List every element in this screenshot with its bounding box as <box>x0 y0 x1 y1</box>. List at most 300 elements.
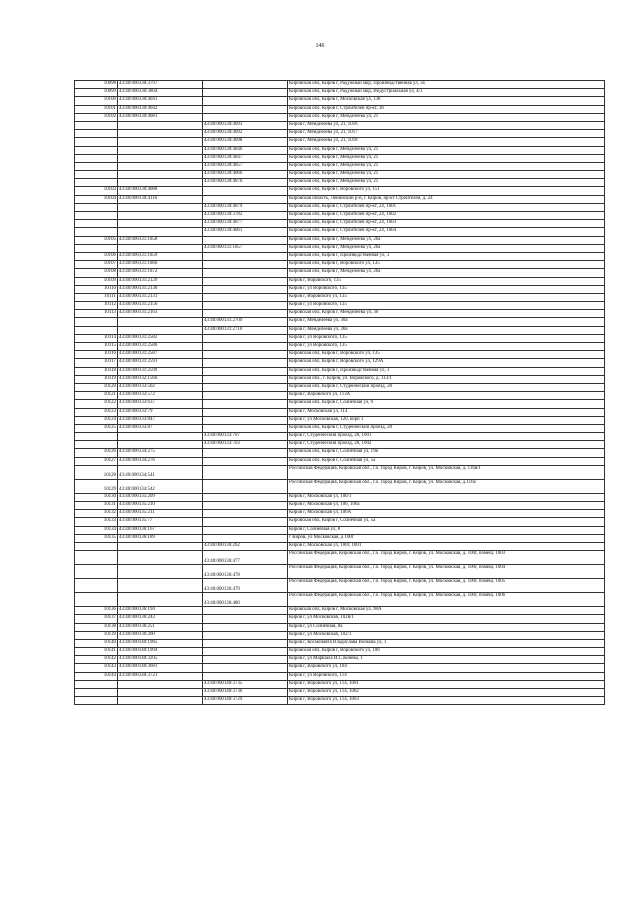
address-cell: Киров г, Воровского, 135 <box>288 277 605 285</box>
address-cell: Кировская обл, Киров г, Строителей пр-кт, 24, 1001 <box>288 203 605 211</box>
cadastral-number-cell <box>118 318 203 326</box>
row-number-cell: 10143 <box>75 664 118 672</box>
row-number-cell: 10136 <box>75 607 118 615</box>
object-number-cell <box>203 534 288 542</box>
table-row <box>75 89 605 97</box>
table-row <box>75 697 605 705</box>
address-cell: Кировская обл, Киров г, Воровского ул, 129А <box>288 359 605 367</box>
cadastral-number-cell <box>118 179 203 187</box>
cadastral-number-cell: 43:40:000134:276 <box>118 457 203 465</box>
table-row <box>75 502 605 510</box>
cadastral-number-cell <box>118 162 203 170</box>
cadastral-number-cell <box>118 171 203 179</box>
object-number-cell <box>203 236 288 244</box>
table-row <box>75 351 605 359</box>
object-number-cell: 43:40:000131:2710 <box>203 326 288 334</box>
table-row <box>75 171 605 179</box>
object-number-cell: 43:40:000140:3729 <box>203 697 288 705</box>
table-row <box>75 465 605 479</box>
cadastral-number-cell: 43:40:000140:3721 <box>118 672 203 680</box>
row-number-cell <box>75 697 118 705</box>
object-number-cell <box>203 285 288 293</box>
object-number-cell <box>203 449 288 457</box>
row-number-cell <box>75 441 118 449</box>
table-row <box>75 228 605 236</box>
cadastral-number-cell: 43:40:000133:637 <box>118 400 203 408</box>
cadastral-number-cell: 43:40:000135:77 <box>118 518 203 526</box>
table-row <box>75 593 605 607</box>
table-row <box>75 672 605 680</box>
object-number-cell <box>203 310 288 318</box>
cadastral-number-cell: 43:40:000132:1566 <box>118 375 203 383</box>
address-cell: Кировская обл, Киров г, Московская ул, 138 <box>288 97 605 105</box>
table-row <box>75 648 605 656</box>
address-cell: Кировская обл, Киров г, Менделеева ул, 21 <box>288 179 605 187</box>
object-number-cell <box>203 424 288 432</box>
object-number-cell: 43:40:000140:3735 <box>203 680 288 688</box>
object-number-cell <box>203 656 288 664</box>
table-row <box>75 518 605 526</box>
object-number-cell: 43:40:000136:479 <box>203 579 288 593</box>
address-cell: Кировская обл, Киров г, Воровского ул, 135 <box>288 261 605 269</box>
address-cell: Кировская обл, Киров г, Воровского ул, 135 <box>288 351 605 359</box>
row-number-cell <box>75 179 118 187</box>
object-number-cell <box>203 615 288 623</box>
object-number-cell <box>203 392 288 400</box>
table-row <box>75 105 605 113</box>
row-number-cell: 10115 <box>75 343 118 351</box>
cadastral-number-cell <box>118 441 203 449</box>
table-row <box>75 81 605 89</box>
row-number-cell: 10101 <box>75 105 118 113</box>
object-number-cell <box>203 97 288 105</box>
address-cell: Российская Федерация, Кировская обл., г.о. город Киров, г. Киров, ул. Московская, д. 100г, помещ. 1006 <box>288 593 605 607</box>
address-cell: Российская Федерация, Кировская обл., г.о. город Киров, г. Киров, ул. Московская, д. 100г, помещ. 1003 <box>288 551 605 565</box>
table-row <box>75 334 605 342</box>
object-number-cell: 43:40:000130:4061 <box>203 228 288 236</box>
object-number-cell <box>203 526 288 534</box>
row-number-cell: 10123 <box>75 408 118 416</box>
table-row <box>75 252 605 260</box>
address-cell: Киров г, Менделеева ул, 30а <box>288 326 605 334</box>
cadastral-number-cell: 43:40:000135:209 <box>118 493 203 501</box>
table-row <box>75 534 605 542</box>
object-number-cell <box>203 269 288 277</box>
object-number-cell: 43:40:000130:4079 <box>203 203 288 211</box>
cadastral-number-cell: 43:40:000130:4041 <box>118 97 203 105</box>
address-cell: Киров г, Воровского ул, 113А <box>288 392 605 400</box>
object-number-cell: 43:40:000130:4047 <box>203 154 288 162</box>
cadastral-number-cell: 43:40:000131:1859 <box>118 252 203 260</box>
table-row <box>75 244 605 252</box>
row-number-cell: 10105 <box>75 236 118 244</box>
table-row <box>75 293 605 301</box>
table-row <box>75 383 605 391</box>
object-number-cell: 43:40:000133:707 <box>203 433 288 441</box>
address-cell: Киров г, Московская ул, 100г, 1001 <box>288 542 605 550</box>
object-number-cell <box>203 400 288 408</box>
cadastral-number-cell: 43:40:000131:1872 <box>118 269 203 277</box>
address-cell: Кировская обл, Киров г, Менделеева ул, 21 <box>288 171 605 179</box>
row-number-cell <box>75 244 118 252</box>
object-number-cell: 43:40:000136:478 <box>203 565 288 579</box>
object-number-cell: 43:40:000133:703 <box>203 441 288 449</box>
address-cell: Киров г, ул Воровского, 135 <box>288 334 605 342</box>
object-number-cell <box>203 493 288 501</box>
page-number: 146 <box>315 43 325 49</box>
table-row <box>75 631 605 639</box>
row-number-cell: 10113 <box>75 310 118 318</box>
row-number-cell: 10144 <box>75 672 118 680</box>
address-cell: Киров г, ул Воровского, 135 <box>288 343 605 351</box>
table-row <box>75 689 605 697</box>
object-number-cell <box>203 664 288 672</box>
object-number-cell <box>203 351 288 359</box>
address-cell: Киров г, ул Маршала И.С.Конева, 1 <box>288 656 605 664</box>
cadastral-number-cell: 43:40:000130:3797 <box>118 81 203 89</box>
row-number-cell: 10131 <box>75 502 118 510</box>
address-cell: Киров г, ул Воровского, 135 <box>288 285 605 293</box>
object-number-cell: 43:40:000130:3782 <box>203 212 288 220</box>
object-number-cell <box>203 89 288 97</box>
table-row <box>75 146 605 154</box>
table-row <box>75 236 605 244</box>
object-number-cell <box>203 195 288 203</box>
object-number-cell <box>203 383 288 391</box>
row-number-cell: 10112 <box>75 302 118 310</box>
row-number-cell: 10137 <box>75 615 118 623</box>
row-number-cell: 10111 <box>75 293 118 301</box>
cadastral-number-cell: 43:40:000140:3205 <box>118 656 203 664</box>
object-number-cell: 43:40:000130:4098 <box>203 138 288 146</box>
cadastral-number-cell: 43:40:000131:2163 <box>118 310 203 318</box>
object-number-cell <box>203 293 288 301</box>
table-row <box>75 457 605 465</box>
row-number-cell <box>75 146 118 154</box>
object-number-cell <box>203 607 288 615</box>
cadastral-number-cell: 43:40:000131:2582 <box>118 334 203 342</box>
row-number-cell: 10098 <box>75 81 118 89</box>
address-cell: Киров г, Студенческий проезд, 28, 1002 <box>288 441 605 449</box>
object-number-cell <box>203 518 288 526</box>
row-number-cell: 10104 <box>75 195 118 203</box>
address-cell: Киров г, ул Воровского, 114 <box>288 672 605 680</box>
address-cell: Кировская обл., г. Киров, ул. Воровского, д. 113/1 <box>288 375 605 383</box>
table-row <box>75 565 605 579</box>
table-row <box>75 526 605 534</box>
cadastral-number-cell: 43:40:000133:87 <box>118 424 203 432</box>
table-row <box>75 656 605 664</box>
table-row <box>75 479 605 493</box>
address-cell: Киров г, Менделеева ул, 21, 1016 <box>288 121 605 129</box>
row-number-cell: 10121 <box>75 392 118 400</box>
cadastral-number-cell: 43:40:000140:1994 <box>118 648 203 656</box>
cadastral-number-cell: 43:40:000131:2586 <box>118 343 203 351</box>
object-number-cell <box>203 334 288 342</box>
address-cell: Киров г, ул Солнечная, 8а <box>288 623 605 631</box>
row-number-cell: 10118 <box>75 367 118 375</box>
address-cell: Киров г, ул Московская, 102в/1 <box>288 615 605 623</box>
cadastral-number-cell: 43:40:000133:79 <box>118 408 203 416</box>
address-cell: Российская Федерация, Кировская обл., г.о. город Киров, г. Киров, ул. Московская, д. 116в/1 <box>288 465 605 479</box>
object-number-cell <box>203 510 288 518</box>
row-number-cell: 10099 <box>75 89 118 97</box>
cadastral-number-cell: 43:40:000131:2156 <box>118 302 203 310</box>
address-cell: Кировская обл, Киров г, Менделеева ул, 26а <box>288 244 605 252</box>
address-cell: Киров г, Менделеева ул, 21, 1018 <box>288 138 605 146</box>
address-cell: Кировская обл, Киров г, Производственная ул, 3 <box>288 252 605 260</box>
address-cell: Киров г, Менделеева ул, 30а <box>288 318 605 326</box>
cadastral-number-cell: 43:40:000136:194 <box>118 607 203 615</box>
table-row <box>75 424 605 432</box>
object-number-cell <box>203 457 288 465</box>
cadastral-number-cell <box>118 212 203 220</box>
address-cell: Кировская обл, Киров г, Солнечная ул, 5а <box>288 457 605 465</box>
row-number-cell <box>75 318 118 326</box>
cadastral-number-cell: 43:40:000140:1985 <box>118 639 203 647</box>
table-row <box>75 359 605 367</box>
table-row <box>75 392 605 400</box>
object-number-cell <box>203 672 288 680</box>
object-number-cell <box>203 359 288 367</box>
address-cell: Кировская обл, Киров г, Менделеева ул, 21 <box>288 162 605 170</box>
cadastral-number-cell: 43:40:000131:2130 <box>118 285 203 293</box>
cadastral-number-cell: 43:40:000136:260 <box>118 631 203 639</box>
object-number-cell: 43:40:000136:477 <box>203 551 288 565</box>
row-number-cell <box>75 565 118 579</box>
object-number-cell: 43:40:000136:480 <box>203 593 288 607</box>
object-number-cell: 43:40:000130:4066 <box>203 171 288 179</box>
table-row <box>75 639 605 647</box>
table-row <box>75 449 605 457</box>
table-row <box>75 542 605 550</box>
address-cell: Российская Федерация, Кировская обл., г.о. город Киров, г. Киров, ул. Московская, д. 100г, помещ. 1005 <box>288 579 605 593</box>
table-row <box>75 375 605 383</box>
table-row <box>75 623 605 631</box>
address-cell: Кировская обл, Киров г, Солнечная ул, 19в <box>288 449 605 457</box>
object-number-cell: 43:40:000140:3736 <box>203 689 288 697</box>
table-row <box>75 195 605 203</box>
row-number-cell <box>75 579 118 593</box>
address-cell: Кировская обл, Киров г, Строителей пр-кт, 24, 1003 <box>288 220 605 228</box>
cadastral-number-cell: 43:40:000130:4042 <box>118 105 203 113</box>
row-number-cell <box>75 212 118 220</box>
row-number-cell: 10140 <box>75 639 118 647</box>
address-cell: Кировская обл, Киров г, Строителей пр-кт, 24, 1002 <box>288 212 605 220</box>
table-row <box>75 285 605 293</box>
table-row <box>75 121 605 129</box>
row-number-cell: 10125 <box>75 424 118 432</box>
register-table <box>74 80 605 705</box>
address-cell: Киров г, Воровского ул, 114, 1001 <box>288 680 605 688</box>
address-cell: Кировская обл, Киров г, Студенческий проезд, 28 <box>288 424 605 432</box>
row-number-cell <box>75 680 118 688</box>
object-number-cell <box>203 113 288 121</box>
row-number-cell: 10102 <box>75 113 118 121</box>
object-number-cell <box>203 416 288 424</box>
address-cell: Киров г, ул Московская, 120, корп 1 <box>288 416 605 424</box>
cadastral-number-cell <box>118 689 203 697</box>
row-number-cell <box>75 593 118 607</box>
cadastral-number-cell: 43:40:000131:2599 <box>118 367 203 375</box>
row-number-cell <box>75 433 118 441</box>
object-number-cell: 43:40:000130:4077 <box>203 220 288 228</box>
object-number-cell <box>203 408 288 416</box>
cadastral-number-cell <box>118 565 203 579</box>
cadastral-number-cell: 43:40:000130:4088 <box>118 187 203 195</box>
cadastral-number-cell: 43:40:000131:2129 <box>118 277 203 285</box>
row-number-cell: 10134 <box>75 526 118 534</box>
cadastral-number-cell: 43:40:000135:211 <box>118 510 203 518</box>
table-row <box>75 400 605 408</box>
cadastral-number-cell <box>118 680 203 688</box>
row-number-cell: 10114 <box>75 334 118 342</box>
table-row <box>75 179 605 187</box>
cadastral-number-cell: 43:40:000133:847 <box>118 416 203 424</box>
object-number-cell: 43:40:000130:4093 <box>203 121 288 129</box>
row-number-cell: 10117 <box>75 359 118 367</box>
object-number-cell: 43:40:000130:4057 <box>203 162 288 170</box>
row-number-cell <box>75 326 118 334</box>
table-row <box>75 408 605 416</box>
table-row <box>75 318 605 326</box>
row-number-cell: 10100 <box>75 97 118 105</box>
address-cell: Кировская обл, Киров г, Строителей пр-кт, 36 <box>288 105 605 113</box>
cadastral-number-cell <box>118 121 203 129</box>
address-cell: Киров г, Московская ул, 106/1 <box>288 493 605 501</box>
row-number-cell: 10128 <box>75 465 118 479</box>
address-cell: Киров г, Менделеева ул, 21, 1017 <box>288 130 605 138</box>
address-cell: Киров г, Воровского ул, 114, 1003 <box>288 697 605 705</box>
object-number-cell <box>203 277 288 285</box>
table-row <box>75 607 605 615</box>
table-row <box>75 343 605 351</box>
object-number-cell <box>203 631 288 639</box>
table-row <box>75 416 605 424</box>
row-number-cell: 10141 <box>75 648 118 656</box>
address-cell: Российская Федерация, Кировская обл., г.о. город Киров, г. Киров, ул. Московская, д.116а <box>288 479 605 493</box>
row-number-cell: 10142 <box>75 656 118 664</box>
address-cell: Киров г, Московская ул, 106А <box>288 510 605 518</box>
row-number-cell: 10124 <box>75 416 118 424</box>
table-row <box>75 310 605 318</box>
table-row <box>75 220 605 228</box>
address-cell: Кировская обл, Киров г, Воровского ул, 108 <box>288 648 605 656</box>
cadastral-number-cell <box>118 146 203 154</box>
row-number-cell: 10138 <box>75 623 118 631</box>
address-cell: Киров г, Солнечная ул, 8 <box>288 526 605 534</box>
table-row <box>75 277 605 285</box>
cadastral-number-cell <box>118 138 203 146</box>
object-number-cell <box>203 81 288 89</box>
cadastral-number-cell: 43:40:000131:1858 <box>118 236 203 244</box>
row-number-cell: 10107 <box>75 261 118 269</box>
row-number-cell <box>75 121 118 129</box>
row-number-cell: 10135 <box>75 534 118 542</box>
object-number-cell <box>203 648 288 656</box>
cadastral-number-cell <box>118 593 203 607</box>
table-row <box>75 680 605 688</box>
table-row <box>75 97 605 105</box>
object-number-cell <box>203 261 288 269</box>
table-row <box>75 510 605 518</box>
address-cell: Киров г, ул Московская, 102/1 <box>288 631 605 639</box>
object-number-cell: 43:40:000130:4092 <box>203 130 288 138</box>
row-number-cell: 10127 <box>75 457 118 465</box>
row-number-cell: 10133 <box>75 518 118 526</box>
table-row <box>75 367 605 375</box>
table-row <box>75 615 605 623</box>
cadastral-number-cell <box>118 244 203 252</box>
cadastral-number-cell <box>118 326 203 334</box>
row-number-cell <box>75 162 118 170</box>
address-cell: Киров г, ул Воровского, 135 <box>288 302 605 310</box>
object-number-cell <box>203 252 288 260</box>
object-number-cell: 43:40:000131:2709 <box>203 318 288 326</box>
table-row <box>75 441 605 449</box>
object-number-cell <box>203 479 288 493</box>
cadastral-number-cell: 43:40:000131:1860 <box>118 261 203 269</box>
object-number-cell <box>203 502 288 510</box>
object-number-cell: 43:40:000136:262 <box>203 542 288 550</box>
row-number-cell: 10110 <box>75 285 118 293</box>
table-row <box>75 162 605 170</box>
table-row <box>75 212 605 220</box>
cadastral-number-cell: 43:40:000134:275 <box>118 449 203 457</box>
row-number-cell: 10109 <box>75 277 118 285</box>
cadastral-number-cell: 43:40:000136:251 <box>118 623 203 631</box>
cadastral-number-cell <box>118 220 203 228</box>
cadastral-number-cell: 43:40:000134:541 <box>118 465 203 479</box>
row-number-cell <box>75 171 118 179</box>
row-number-cell: 10122 <box>75 400 118 408</box>
row-number-cell: 10103 <box>75 187 118 195</box>
row-number-cell: 10108 <box>75 269 118 277</box>
table-row <box>75 433 605 441</box>
row-number-cell: 10132 <box>75 510 118 518</box>
address-cell: Кировская обл, Киров г, Менделеева ул, 26а <box>288 269 605 277</box>
cadastral-number-cell <box>118 542 203 550</box>
table-row <box>75 579 605 593</box>
address-cell: Кировская обл, Киров г, Менделеева ул, 21 <box>288 113 605 121</box>
row-number-cell: 10116 <box>75 351 118 359</box>
address-cell: Кировская обл, Киров г, Воровского ул, 151 <box>288 187 605 195</box>
row-number-cell <box>75 138 118 146</box>
address-cell: Кировская обл, Киров г, Менделеева ул, 21 <box>288 146 605 154</box>
address-cell: Кировская обл, Киров г, Московская ул, 98А <box>288 607 605 615</box>
address-cell: Киров г, Московская ул, 106, 106а <box>288 502 605 510</box>
row-number-cell <box>75 130 118 138</box>
address-cell: Кировская область, Ленинский р-н, г. Киров, пр-кт Строителей, д. 24 <box>288 195 605 203</box>
table-row <box>75 113 605 121</box>
cadastral-number-cell: 43:40:000130:3804 <box>118 89 203 97</box>
cadastral-number-cell: 43:40:000135:210 <box>118 502 203 510</box>
cadastral-number-cell: 43:40:000134:542 <box>118 479 203 493</box>
table-row <box>75 302 605 310</box>
cadastral-number-cell <box>118 697 203 705</box>
object-number-cell: 43:40:000131:1857 <box>203 244 288 252</box>
row-number-cell <box>75 228 118 236</box>
address-cell: Кировская обл, Киров г, Производственная ул, 3 <box>288 367 605 375</box>
address-cell: Российская Федерация, Кировская обл., г.о. город Киров, г. Киров, ул. Московская, д. 100г, помещ. 1004 <box>288 565 605 579</box>
object-number-cell: 43:40:000130:4070 <box>203 179 288 187</box>
row-number-cell <box>75 551 118 565</box>
row-number-cell <box>75 689 118 697</box>
row-number-cell: 10139 <box>75 631 118 639</box>
row-number-cell: 10126 <box>75 449 118 457</box>
address-cell: Киров г, Воровского ул, 104 <box>288 664 605 672</box>
address-cell: Кировская обл, Киров г, Студенческий проезд, 28 <box>288 383 605 391</box>
